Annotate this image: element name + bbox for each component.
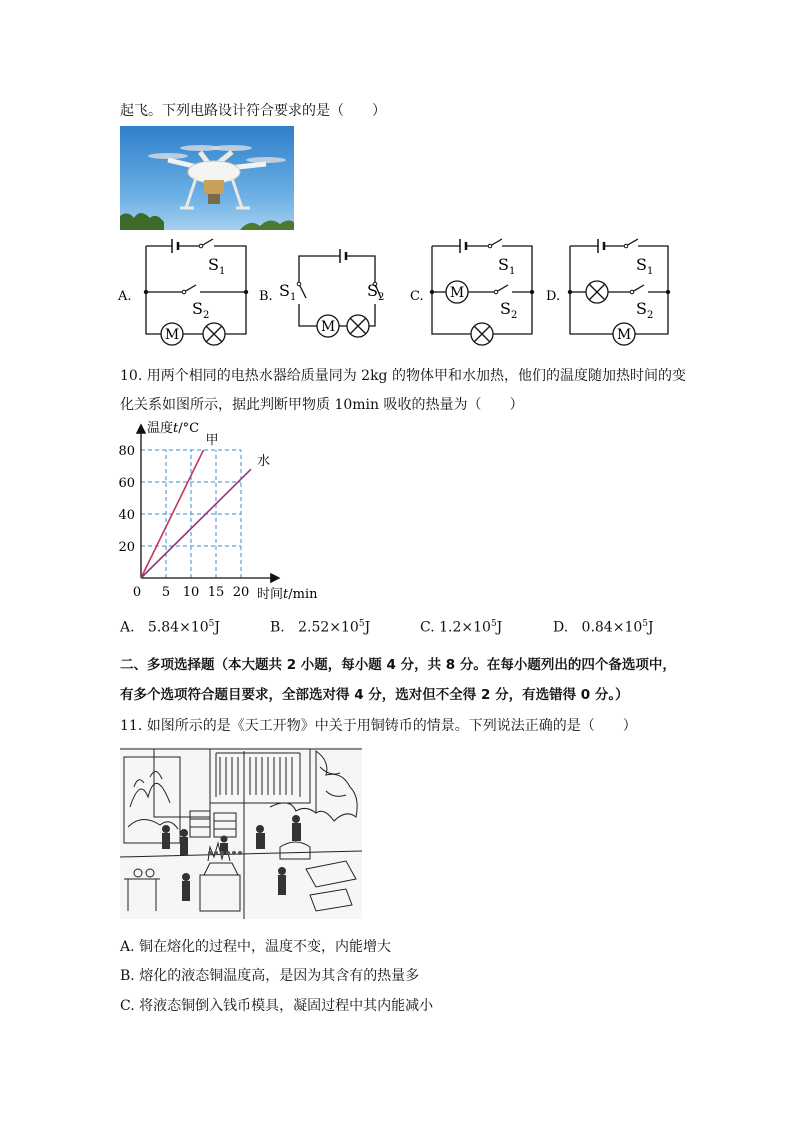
- motor-label: M: [164, 327, 180, 343]
- svg-text:D.: D.: [546, 289, 561, 304]
- svg-text:1: 1: [509, 266, 516, 277]
- svg-text:S: S: [279, 281, 290, 300]
- temperature-time-chart: [110, 418, 340, 610]
- section2-heading-line2: 有多个选项符合题目要求，全部选对得 4 分，选对但不全得 2 分，有选错得 0 分。）: [120, 687, 629, 703]
- origin-label: 0: [132, 585, 142, 600]
- circuit-option-b[interactable]: [257, 236, 397, 348]
- svg-text:1: 1: [647, 266, 654, 277]
- q10-option-a[interactable]: A. $5.84\times 10^5J$: [120, 619, 220, 636]
- x-tick-label: 5: [161, 585, 171, 600]
- q10-option-d[interactable]: D. $0.84\times 10^5J$: [553, 619, 654, 636]
- svg-text:B.: B.: [259, 289, 273, 304]
- q10-option-c[interactable]: C. $1.2\times 10^5J$: [420, 619, 503, 636]
- section2-heading-line1: 二、多项选择题（本大题共 2 小题，每小题 4 分，共 8 分。在每小题列出的四个备选项中，: [120, 657, 676, 673]
- y-tick-label: 20: [118, 540, 135, 555]
- series-label: 水: [257, 454, 271, 470]
- s2-label: S: [192, 299, 203, 318]
- svg-text:2: 2: [511, 310, 518, 321]
- q11-option-a[interactable]: A. 铜在熔化的过程中，温度不变，内能增大: [120, 939, 392, 955]
- drone-photo: [120, 126, 294, 230]
- q10-option-b[interactable]: B. $2.52\times 10^5J$: [270, 619, 371, 636]
- circuit-option-d[interactable]: [544, 236, 684, 348]
- y-tick-label: 80: [118, 444, 135, 459]
- option-label: A.: [118, 289, 132, 304]
- x-tick-label: 20: [232, 585, 250, 600]
- s1-label: S: [208, 255, 219, 274]
- q10-stem-line1: 10. 用两个相同的电热水器给质量同为 2kg 的物体甲和水加热，他们的温度随加热时间的变: [120, 368, 686, 384]
- tiangong-kaiwu-illustration: [120, 747, 362, 919]
- x-tick-label: 10: [182, 585, 200, 600]
- q10-stem-line2: 化关系如图所示，据此判断甲物质 10min 吸收的热量为（ ）: [120, 397, 524, 413]
- svg-text:1: 1: [219, 266, 226, 277]
- circuit-option-c[interactable]: [408, 236, 548, 348]
- svg-text:1: 1: [290, 292, 297, 303]
- q11-option-c[interactable]: C. 将液态铜倒入钱币模具，凝固过程中其内能减小: [120, 998, 434, 1014]
- svg-text:S: S: [367, 281, 378, 300]
- y-tick-label: 60: [118, 476, 135, 491]
- svg-text:2: 2: [378, 292, 385, 303]
- svg-text:C.: C.: [410, 289, 424, 304]
- series-label: 甲: [205, 433, 219, 448]
- y-axis-label: 温度t/°C: [147, 421, 200, 436]
- svg-text:M: M: [616, 327, 632, 343]
- svg-text:2: 2: [203, 310, 210, 321]
- chart-grid: [141, 450, 241, 578]
- svg-text:M: M: [320, 319, 336, 335]
- series-line-water: [141, 469, 251, 578]
- x-axis-label: 时间t/min: [257, 587, 318, 602]
- x-tick-label: 15: [207, 585, 225, 600]
- svg-text:S: S: [498, 255, 509, 274]
- q11-stem: 11. 如图所示的是《天工开物》中关于用铜铸币的情景。下列说法正确的是（ ）: [120, 718, 637, 734]
- q9-stem-tail: 起飞。下列电路设计符合要求的是（ ）: [120, 103, 386, 119]
- svg-text:S: S: [636, 255, 647, 274]
- q11-option-b[interactable]: B. 熔化的液态铜温度高，是因为其含有的热量多: [120, 968, 420, 984]
- circuit-option-a[interactable]: [116, 236, 256, 348]
- y-tick-label: 40: [118, 508, 135, 523]
- svg-text:M: M: [449, 285, 465, 301]
- svg-text:S: S: [636, 299, 647, 318]
- svg-text:S: S: [500, 299, 511, 318]
- svg-text:2: 2: [647, 310, 654, 321]
